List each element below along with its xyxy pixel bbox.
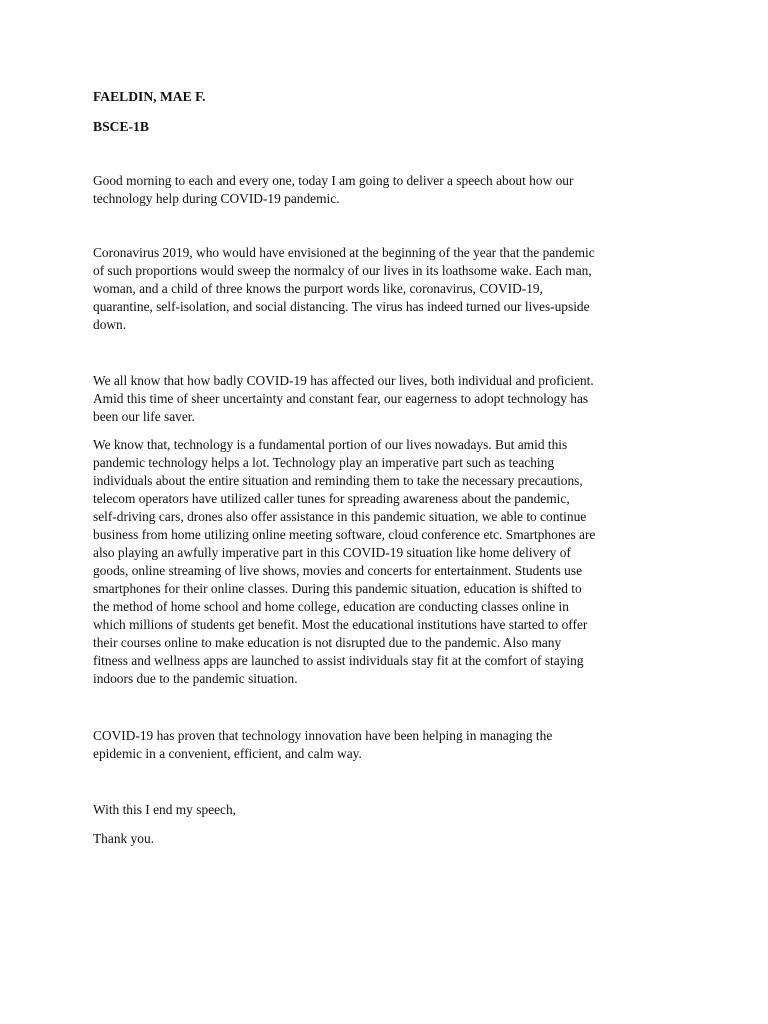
text-line: smartphones for their online classes. During this pandemic situation, education is shifted to xyxy=(93,581,582,596)
text-line: Amid this time of sheer uncertainty and constant fear, our eagerness to adopt technology has xyxy=(93,391,589,406)
text-line: goods, online streaming of live shows, movies and concerts for entertainment. Students use xyxy=(93,563,583,578)
text-line: We know that, technology is a fundamental portion of our lives nowadays. But amid this xyxy=(93,437,568,452)
text-line: been our life saver. xyxy=(93,409,195,424)
text-line: telecom operators have utilized caller tunes for spreading awareness about the pandemic, xyxy=(93,491,570,506)
text-line: self-driving cars, drones also offer assistance in this pandemic situation, we able to continue xyxy=(93,509,587,524)
text-line: technology help during COVID-19 pandemic. xyxy=(93,191,340,206)
text-line: fitness and wellness apps are launched to assist individuals stay fit at the comfort of staying xyxy=(93,653,584,668)
closing-line: With this I end my speech, xyxy=(93,802,237,817)
text-line: the method of home school and home college, education are conducting classes online in xyxy=(93,599,569,614)
text-line: quarantine, self-isolation, and social distancing. The virus has indeed turned our lives-upside xyxy=(93,299,590,314)
text-line: Good morning to each and every one, today I am going to deliver a speech about how our xyxy=(93,173,574,188)
course-section: BSCE-1B xyxy=(93,119,149,134)
author-name: FAELDIN, MAE F. xyxy=(93,89,206,104)
text-line: pandemic technology helps a lot. Technology play an imperative part such as teaching xyxy=(93,455,555,470)
text-line: of such proportions would sweep the normalcy of our lives in its loathsome wake. Each man, xyxy=(93,263,592,278)
text-line: individuals about the entire situation and reminding them to take the necessary precautions, xyxy=(93,473,583,488)
text-line: We all know that how badly COVID-19 has affected our lives, both individual and proficient. xyxy=(93,373,594,388)
text-line: their courses online to make education is not disrupted due to the pandemic. Also many xyxy=(93,635,562,650)
text-line: woman, and a child of three knows the purport words like, coronavirus, COVID-19, xyxy=(93,281,543,296)
text-line: business from home utilizing online meeting software, cloud conference etc. Smartphones are xyxy=(93,527,596,542)
text-line: indoors due to the pandemic situation. xyxy=(93,671,298,686)
text-line: COVID-19 has proven that technology innovation have been helping in managing the xyxy=(93,728,553,743)
text-line: down. xyxy=(93,317,127,332)
text-line: also playing an awfully imperative part in this COVID-19 situation like home delivery of xyxy=(93,545,571,560)
text-line: Coronavirus 2019, who would have envisioned at the beginning of the year that the pandemic xyxy=(93,245,595,260)
text-line: which millions of students get benefit. Most the educational institutions have started to offer xyxy=(93,617,588,632)
thank-you-line: Thank you. xyxy=(93,831,154,846)
text-line: epidemic in a convenient, efficient, and calm way. xyxy=(93,746,362,761)
